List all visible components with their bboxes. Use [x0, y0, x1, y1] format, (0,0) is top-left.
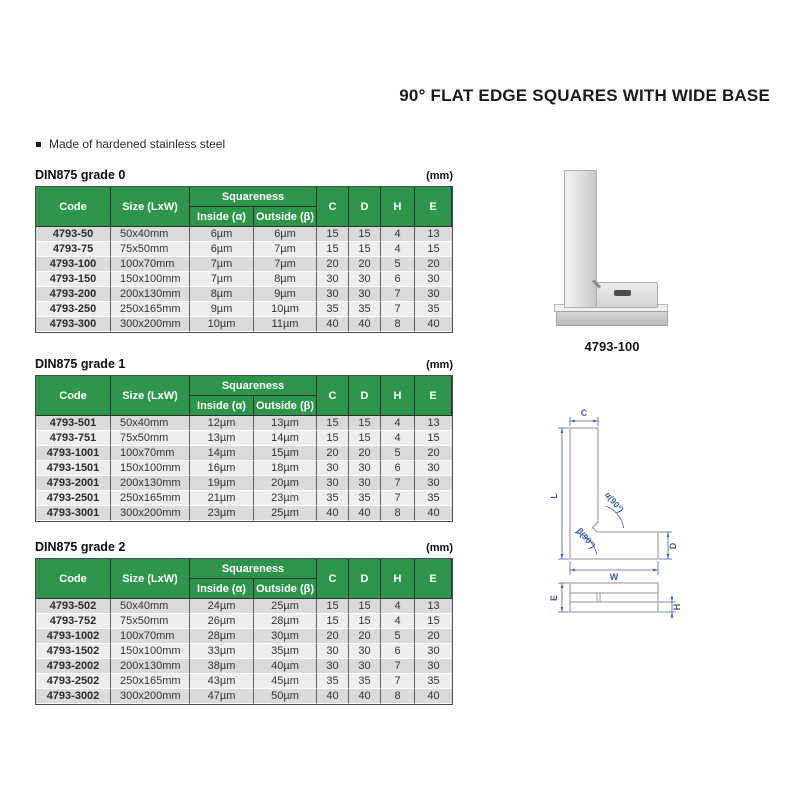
code-cell: 4793-100: [36, 257, 111, 272]
spec-cell: 6µm: [190, 227, 254, 242]
col-header-size: Size (LxW): [111, 187, 190, 227]
spec-cell: 13: [415, 599, 452, 614]
spec-cell: 47µm: [190, 689, 254, 704]
col-header-e: E: [415, 376, 452, 416]
spec-cell: 30: [317, 659, 349, 674]
product-caption: 4793-100: [584, 339, 640, 354]
spec-table-grade1: [35, 375, 453, 522]
table-row: [36, 272, 452, 287]
spec-cell: 45µm: [254, 674, 317, 689]
spec-cell: 40: [317, 506, 349, 521]
table-row: [36, 242, 452, 257]
section-label: [35, 166, 453, 182]
col-header-e: E: [415, 187, 452, 227]
spec-table-grade2: [35, 558, 453, 705]
spec-cell: 8: [381, 689, 415, 704]
spec-cell: 7: [381, 491, 415, 506]
unit-label: (mm): [426, 170, 453, 182]
spec-cell: 30: [317, 644, 349, 659]
arrow-icon: [653, 569, 658, 572]
spec-cell: 30: [317, 287, 349, 302]
spec-cell: 7: [381, 659, 415, 674]
table-row: [36, 629, 452, 644]
spec-cell: 30: [349, 272, 381, 287]
product-blade: [564, 170, 597, 308]
code-cell: 4793-50: [36, 227, 111, 242]
code-cell: 4793-250: [36, 302, 111, 317]
spec-cell: 8µm: [190, 287, 254, 302]
spec-cell: 4: [381, 431, 415, 446]
spec-cell: 15: [415, 614, 452, 629]
arrow-icon: [671, 597, 674, 602]
spec-cell: 28µm: [254, 614, 317, 629]
arrow-icon: [561, 554, 564, 559]
spec-cell: 7µm: [254, 257, 317, 272]
spec-cell: 4: [381, 242, 415, 257]
code-cell: 4793-75: [36, 242, 111, 257]
table-body: [36, 599, 452, 704]
spec-cell: 28µm: [190, 629, 254, 644]
spec-cell: 30: [349, 476, 381, 491]
spec-cell: 15: [317, 416, 349, 431]
arrow-icon: [671, 612, 674, 617]
code-cell: 4793-3001: [36, 506, 111, 521]
col-header-inside: Inside (α): [190, 396, 254, 416]
spec-cell: 4: [381, 614, 415, 629]
spec-cell: 40: [415, 689, 452, 704]
spec-cell: 300x200mm: [111, 689, 190, 704]
spec-cell: 15: [349, 614, 381, 629]
code-cell: 4793-502: [36, 599, 111, 614]
spec-cell: 13µm: [254, 416, 317, 431]
spec-cell: 25µm: [254, 599, 317, 614]
spec-cell: 6µm: [190, 242, 254, 257]
spec-cell: 35: [317, 491, 349, 506]
grade-label: DIN875 grade 0: [35, 168, 126, 182]
spec-cell: 15: [349, 227, 381, 242]
grade-label: DIN875 grade 1: [35, 357, 126, 371]
spec-cell: 15: [317, 614, 349, 629]
spec-cell: 18µm: [254, 461, 317, 476]
spec-cell: 75x50mm: [111, 614, 190, 629]
spec-cell: 6: [381, 272, 415, 287]
table-row: [36, 644, 452, 659]
spec-cell: 15: [349, 599, 381, 614]
col-header-squareness: Squareness: [190, 187, 317, 207]
arrow-icon: [570, 420, 575, 423]
spec-cell: 21µm: [190, 491, 254, 506]
spec-cell: 30: [349, 659, 381, 674]
spec-cell: 11µm: [254, 317, 317, 332]
brand-label: [614, 290, 631, 296]
col-header-c: C: [317, 559, 349, 599]
spec-cell: 4: [381, 599, 415, 614]
spec-cell: 50x40mm: [111, 227, 190, 242]
code-cell: 4793-751: [36, 431, 111, 446]
code-cell: 4793-501: [36, 416, 111, 431]
code-cell: 4793-1002: [36, 629, 111, 644]
spec-cell: 35: [349, 491, 381, 506]
spec-cell: 15µm: [254, 446, 317, 461]
spec-cell: 50x40mm: [111, 416, 190, 431]
table-row: [36, 506, 452, 521]
table-row: [36, 659, 452, 674]
table-section-grade2: [35, 538, 453, 705]
arrow-icon: [561, 583, 564, 588]
spec-cell: 200x130mm: [111, 659, 190, 674]
spec-cell: 8µm: [254, 272, 317, 287]
col-header-d: D: [349, 559, 381, 599]
grade-label: DIN875 grade 2: [35, 540, 126, 554]
table-row: [36, 614, 452, 629]
spec-cell: 200x130mm: [111, 476, 190, 491]
diagram-label-e: E: [549, 594, 559, 602]
table-row: [36, 689, 452, 704]
spec-cell: 20: [317, 629, 349, 644]
section-label: [35, 538, 453, 554]
table-row: [36, 599, 452, 614]
spec-cell: 14µm: [254, 431, 317, 446]
table-row: [36, 317, 452, 332]
spec-cell: 7: [381, 287, 415, 302]
spec-cell: 20: [317, 257, 349, 272]
spec-cell: 7: [381, 674, 415, 689]
col-header-outside: Outside (β): [254, 396, 317, 416]
spec-cell: 9µm: [190, 302, 254, 317]
spec-cell: 24µm: [190, 599, 254, 614]
spec-cell: 300x200mm: [111, 317, 190, 332]
spec-cell: 150x100mm: [111, 644, 190, 659]
col-header-d: D: [349, 376, 381, 416]
spec-cell: 250x165mm: [111, 674, 190, 689]
spec-cell: 20: [415, 446, 452, 461]
spec-cell: 15: [349, 431, 381, 446]
col-header-code: Code: [36, 187, 111, 227]
code-cell: 4793-1001: [36, 446, 111, 461]
spec-cell: 6µm: [254, 227, 317, 242]
col-header-c: C: [317, 376, 349, 416]
spec-cell: 5: [381, 446, 415, 461]
spec-cell: 30: [415, 659, 452, 674]
spec-cell: 7: [381, 302, 415, 317]
spec-cell: 7µm: [190, 272, 254, 287]
code-cell: 4793-1501: [36, 461, 111, 476]
spec-cell: 30: [317, 461, 349, 476]
arrow-icon: [667, 532, 670, 537]
page-title: 90° FLAT EDGE SQUARES WITH WIDE BASE: [399, 86, 770, 105]
arrow-icon: [561, 607, 564, 612]
spec-cell: 33µm: [190, 644, 254, 659]
table-row: [36, 431, 452, 446]
code-cell: 4793-300: [36, 317, 111, 332]
dimension-l: [558, 428, 569, 559]
spec-cell: 15: [317, 227, 349, 242]
col-header-c: C: [317, 187, 349, 227]
spec-cell: 100x70mm: [111, 629, 190, 644]
spec-cell: 30: [317, 272, 349, 287]
spec-cell: 16µm: [190, 461, 254, 476]
code-cell: 4793-200: [36, 287, 111, 302]
spec-cell: 5: [381, 257, 415, 272]
table-row: [36, 476, 452, 491]
spec-cell: 35: [415, 491, 452, 506]
spec-cell: 8: [381, 506, 415, 521]
arrow-icon: [561, 428, 564, 433]
code-cell: 4793-1502: [36, 644, 111, 659]
spec-cell: 100x70mm: [111, 446, 190, 461]
spec-cell: 40: [349, 689, 381, 704]
spec-cell: 200x130mm: [111, 287, 190, 302]
table-row: [36, 227, 452, 242]
spec-cell: 26µm: [190, 614, 254, 629]
col-header-outside: Outside (β): [254, 579, 317, 599]
spec-cell: 7: [381, 476, 415, 491]
spec-cell: 250x165mm: [111, 491, 190, 506]
spec-cell: 4: [381, 416, 415, 431]
diagram-label-w: W: [609, 572, 619, 582]
spec-cell: 13: [415, 227, 452, 242]
table-section-grade0: [35, 166, 453, 333]
spec-cell: 35: [317, 674, 349, 689]
table-row: [36, 416, 452, 431]
spec-cell: 35: [349, 674, 381, 689]
spec-cell: 20: [349, 446, 381, 461]
spec-cell: 30: [415, 476, 452, 491]
spec-cell: 35µm: [254, 644, 317, 659]
code-cell: 4793-3002: [36, 689, 111, 704]
spec-cell: 9µm: [254, 287, 317, 302]
spec-cell: 20: [349, 257, 381, 272]
product-base-front: [556, 311, 668, 326]
col-header-squareness: Squareness: [190, 376, 317, 396]
dimension-e: [558, 583, 569, 612]
spec-cell: 25µm: [254, 506, 317, 521]
dimension-diagram: [548, 390, 783, 640]
spec-cell: 6: [381, 644, 415, 659]
arrow-icon: [593, 420, 598, 423]
spec-cell: 35: [415, 302, 452, 317]
spec-cell: 50x40mm: [111, 599, 190, 614]
spec-cell: 35: [415, 674, 452, 689]
col-header-h: H: [381, 187, 415, 227]
spec-cell: 40: [349, 317, 381, 332]
spec-cell: 20: [349, 629, 381, 644]
spec-cell: 13: [415, 416, 452, 431]
diagram-label-l: L: [549, 493, 559, 499]
feature-text: Made of hardened stainless steel: [49, 137, 226, 151]
code-cell: 4793-752: [36, 614, 111, 629]
spec-cell: 100x70mm: [111, 257, 190, 272]
table-body: [36, 227, 452, 332]
spec-cell: 40: [317, 317, 349, 332]
arrow-icon: [570, 569, 575, 572]
square-bullet-icon: [36, 142, 41, 147]
spec-cell: 6: [381, 461, 415, 476]
spec-cell: 20µm: [254, 476, 317, 491]
spec-cell: 23µm: [254, 491, 317, 506]
col-header-size: Size (LxW): [111, 376, 190, 416]
spec-cell: 38µm: [190, 659, 254, 674]
spec-cell: 20: [415, 629, 452, 644]
spec-cell: 15: [317, 431, 349, 446]
col-header-e: E: [415, 559, 452, 599]
code-cell: 4793-2501: [36, 491, 111, 506]
spec-cell: 30µm: [254, 629, 317, 644]
spec-cell: 10µm: [254, 302, 317, 317]
spec-cell: 5: [381, 629, 415, 644]
table-header: [36, 187, 452, 227]
base-profile-view: [570, 583, 658, 612]
section-label: [35, 355, 453, 371]
spec-cell: 13µm: [190, 431, 254, 446]
table-header: [36, 559, 452, 599]
code-cell: 4793-2502: [36, 674, 111, 689]
col-header-inside: Inside (α): [190, 579, 254, 599]
diagram-label-h: H: [672, 603, 682, 611]
code-cell: 4793-150: [36, 272, 111, 287]
table-row: [36, 446, 452, 461]
spec-cell: 40: [317, 689, 349, 704]
code-cell: 4793-2001: [36, 476, 111, 491]
spec-cell: 30: [415, 287, 452, 302]
table-row: [36, 302, 452, 317]
spec-cell: 15: [317, 242, 349, 257]
spec-cell: 30: [349, 287, 381, 302]
arrow-icon: [667, 554, 670, 559]
spec-cell: 75x50mm: [111, 242, 190, 257]
spec-cell: 15: [415, 242, 452, 257]
col-header-h: H: [381, 376, 415, 416]
unit-label: (mm): [426, 359, 453, 371]
spec-cell: 40: [415, 317, 452, 332]
col-header-squareness: Squareness: [190, 559, 317, 579]
spec-cell: 35: [317, 302, 349, 317]
spec-cell: 43µm: [190, 674, 254, 689]
spec-cell: 250x165mm: [111, 302, 190, 317]
spec-cell: 20: [415, 257, 452, 272]
spec-cell: 10µm: [190, 317, 254, 332]
col-header-h: H: [381, 559, 415, 599]
spec-cell: 30: [415, 644, 452, 659]
spec-cell: 30: [349, 644, 381, 659]
diagram-label-beta: β(90°): [574, 525, 598, 551]
diagram-label-d: D: [668, 542, 678, 550]
table-row: [36, 461, 452, 476]
table-row: [36, 287, 452, 302]
col-header-size: Size (LxW): [111, 559, 190, 599]
col-header-code: Code: [36, 376, 111, 416]
spec-cell: 14µm: [190, 446, 254, 461]
spec-cell: 23µm: [190, 506, 254, 521]
col-header-code: Code: [36, 559, 111, 599]
spec-cell: 15: [415, 431, 452, 446]
diagram-label-alpha: α(90°): [602, 489, 626, 515]
spec-cell: 19µm: [190, 476, 254, 491]
product-photo: [550, 162, 680, 340]
feature-line: [36, 137, 225, 151]
spec-cell: 12µm: [190, 416, 254, 431]
spec-cell: 15: [349, 242, 381, 257]
spec-cell: 7µm: [254, 242, 317, 257]
spec-cell: 15: [317, 599, 349, 614]
spec-cell: 15: [349, 416, 381, 431]
spec-cell: 8: [381, 317, 415, 332]
spec-cell: 300x200mm: [111, 506, 190, 521]
spec-cell: 4: [381, 227, 415, 242]
code-cell: 4793-2002: [36, 659, 111, 674]
col-header-d: D: [349, 187, 381, 227]
spec-cell: 30: [317, 476, 349, 491]
spec-cell: 30: [415, 461, 452, 476]
table-row: [36, 491, 452, 506]
spec-cell: 150x100mm: [111, 461, 190, 476]
unit-label: (mm): [426, 542, 453, 554]
spec-cell: 30: [349, 461, 381, 476]
spec-table-grade0: [35, 186, 453, 333]
spec-cell: 75x50mm: [111, 431, 190, 446]
spec-cell: 7µm: [190, 257, 254, 272]
table-section-grade1: [35, 355, 453, 522]
table-header: [36, 376, 452, 416]
spec-cell: 40: [349, 506, 381, 521]
spec-cell: 150x100mm: [111, 272, 190, 287]
spec-cell: 40µm: [254, 659, 317, 674]
spec-cell: 50µm: [254, 689, 317, 704]
spec-cell: 20: [317, 446, 349, 461]
table-body: [36, 416, 452, 521]
spec-cell: 40: [415, 506, 452, 521]
col-header-outside: Outside (β): [254, 207, 317, 227]
spec-cell: 35: [349, 302, 381, 317]
table-row: [36, 674, 452, 689]
col-header-inside: Inside (α): [190, 207, 254, 227]
table-row: [36, 257, 452, 272]
spec-cell: 30: [415, 272, 452, 287]
diagram-label-c: C: [580, 408, 588, 418]
